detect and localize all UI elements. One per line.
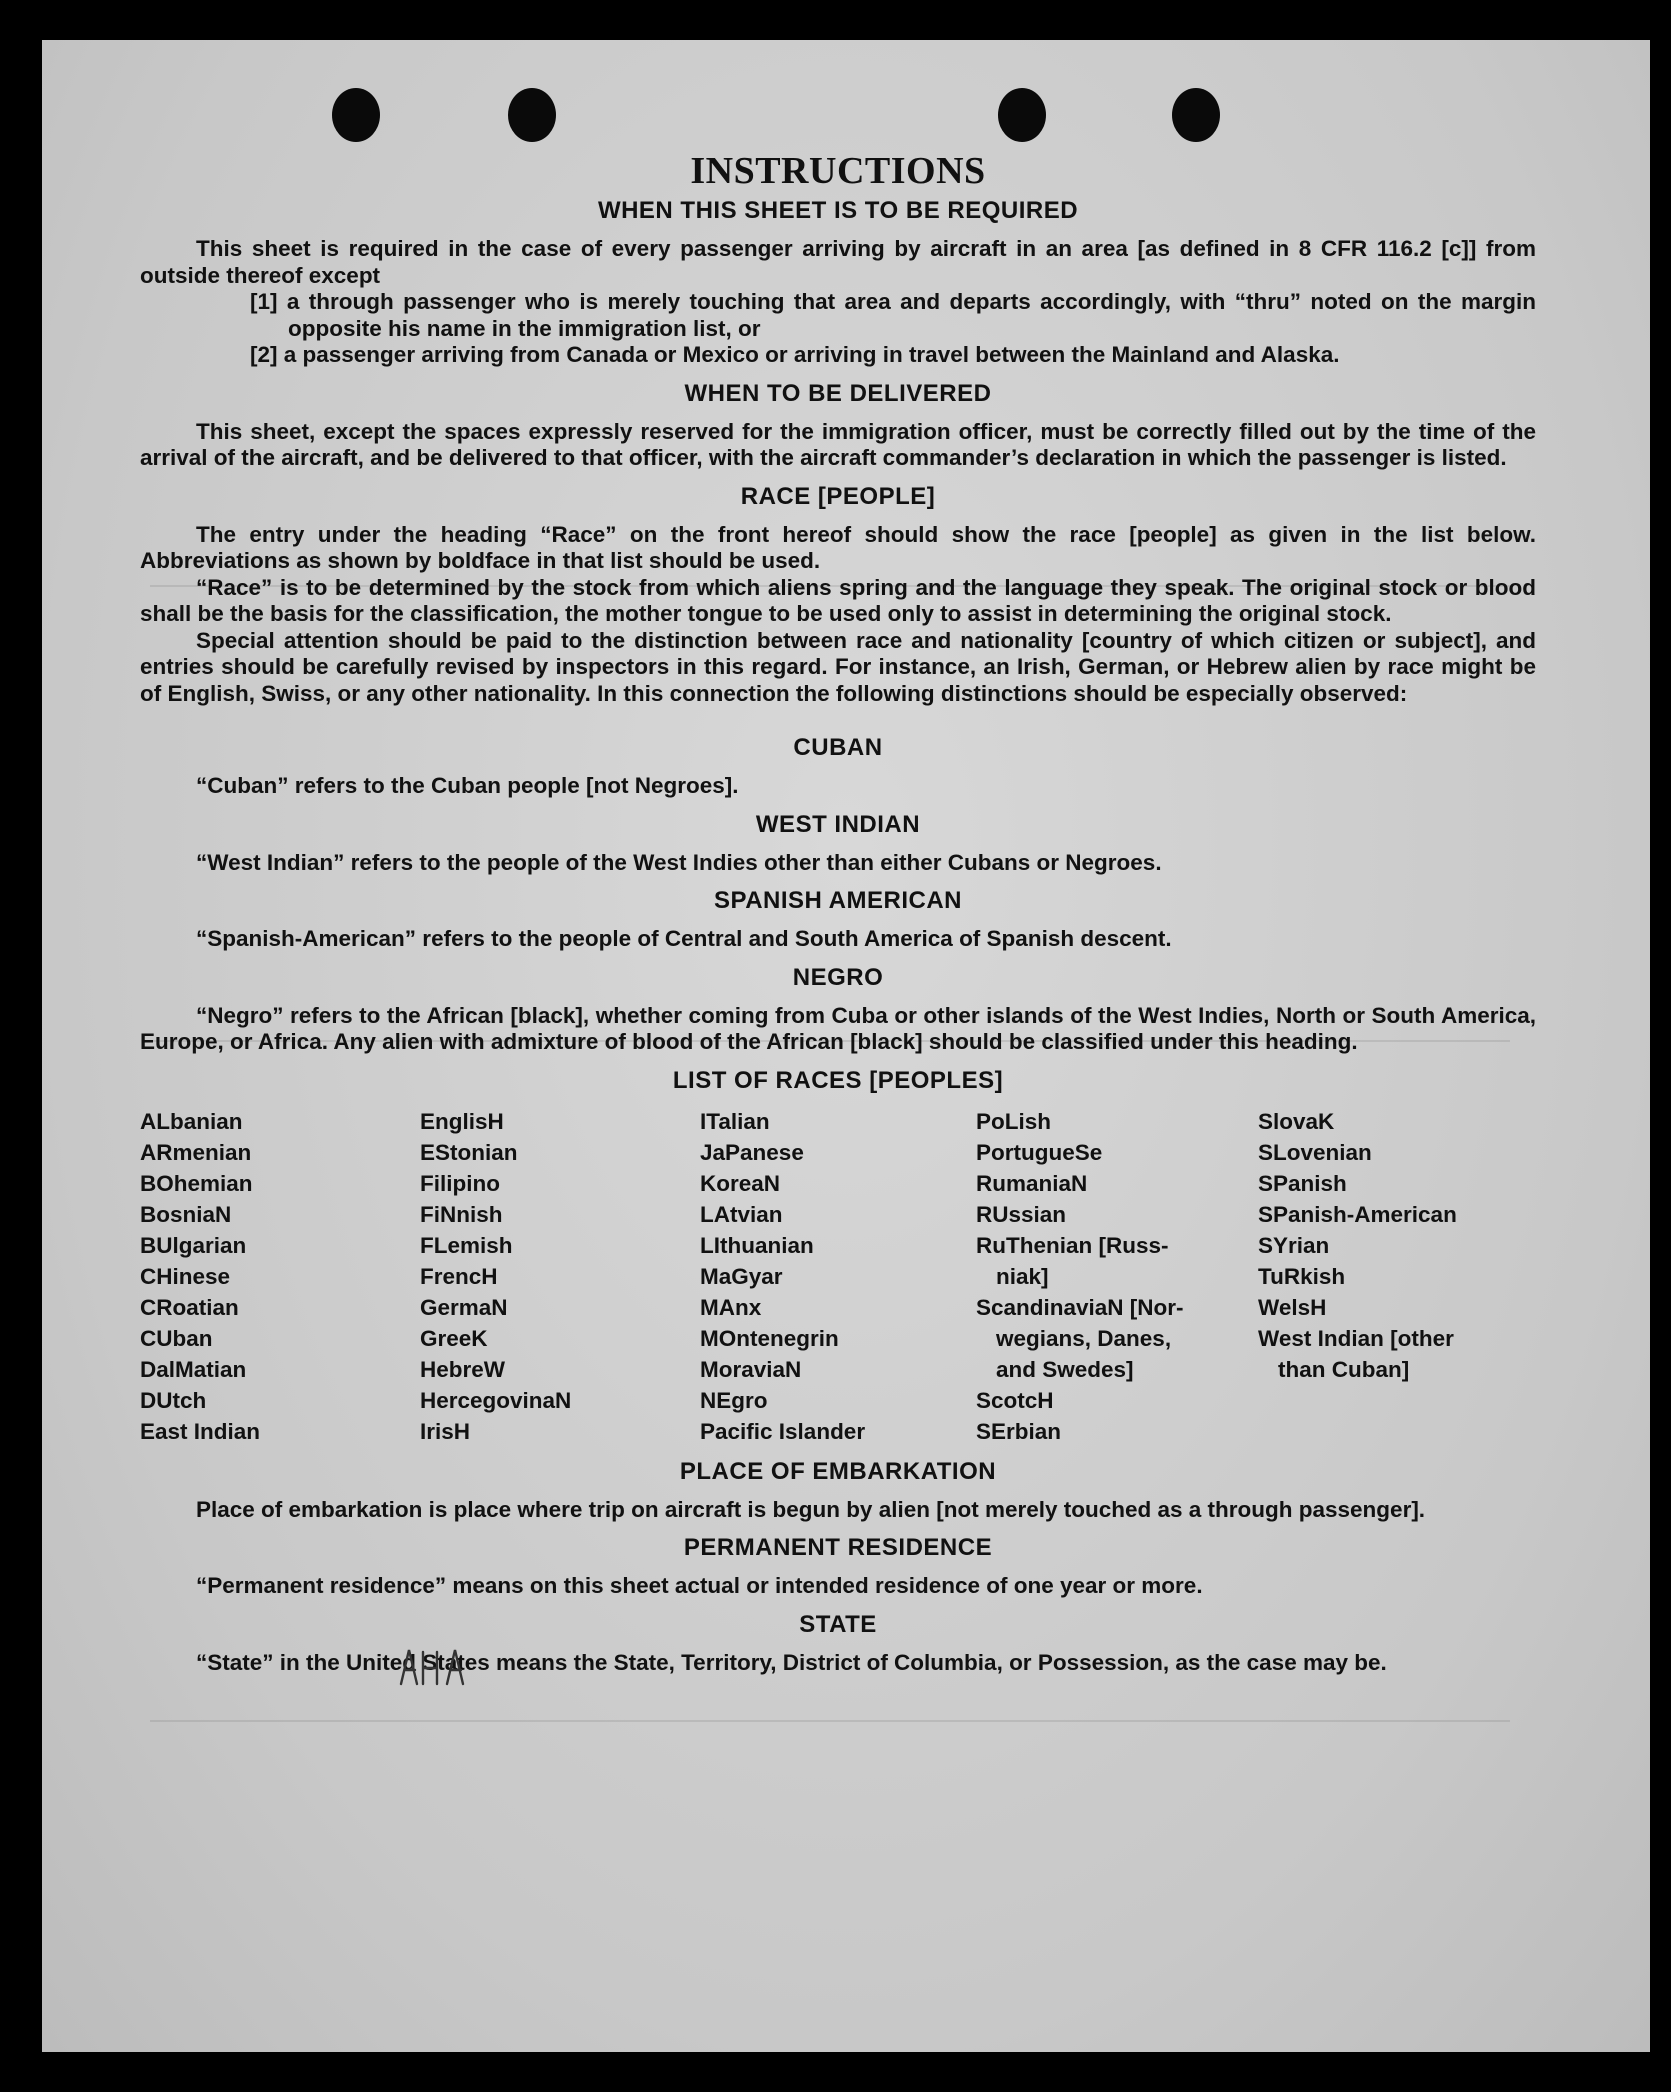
race-item: CRoatian	[140, 1294, 239, 1320]
race-item-continuation: wegians, Danes,	[996, 1325, 1172, 1351]
race-item: PoLish	[976, 1108, 1052, 1134]
race-item: CUban	[140, 1325, 213, 1351]
race-item: SPanish-American	[1258, 1201, 1457, 1227]
race-item: SYrian	[1258, 1232, 1330, 1258]
race-item: East Indian	[140, 1418, 261, 1444]
race-item: WelsH	[1258, 1294, 1327, 1320]
race-item: DalMatian	[140, 1356, 247, 1382]
section-heading-when-delivered: WHEN TO BE DELIVERED	[684, 379, 992, 407]
race-item: GermaN	[420, 1294, 508, 1320]
race-item: CHinese	[140, 1263, 231, 1289]
race-column-5	[1258, 1106, 1536, 1447]
race-item: NEgro	[700, 1387, 768, 1413]
race-item: JaPanese	[700, 1139, 804, 1165]
race-column-4	[976, 1106, 1258, 1447]
race-item: RumaniaN	[976, 1170, 1088, 1196]
race-paragraph-3: Special attention should be paid to the distinction between race and nationality [country of which citizen or subject], and entries should be carefully revised by inspectors in this regard. For instance, an Irish, German, or Hebrew alien by race might be of English, Swiss, or any other nationality. In this connection the following distinctions should be especially observed:	[140, 627, 1536, 706]
race-item: ITalian	[700, 1108, 770, 1134]
race-item: ALbanian	[140, 1108, 243, 1134]
race-item: Pacific Islander	[700, 1418, 866, 1444]
race-item: DUtch	[140, 1387, 207, 1413]
race-item: RUssian	[976, 1201, 1067, 1227]
section-heading-residence: PERMANENT RESIDENCE	[683, 1534, 993, 1561]
race-item-continuation: than Cuban]	[1278, 1356, 1410, 1382]
race-item: SErbian	[976, 1418, 1062, 1444]
race-item: EStonian	[420, 1139, 518, 1165]
section-heading-spanish-american: SPANISH AMERICAN	[713, 887, 962, 914]
race-item: ARmenian	[140, 1139, 252, 1165]
race-column-1	[140, 1106, 420, 1447]
residence-text: “Permanent residence” means on this sheet actual or intended residence of one year or more.	[196, 1573, 1203, 1598]
race-item: IrisH	[420, 1418, 471, 1444]
when-required-item-1: [1] a through passenger who is merely touching that area and departs accordingly, with “thru” noted on the margin opposite his name in the immigration list, or	[250, 289, 1536, 341]
race-item: TuRkish	[1258, 1263, 1346, 1289]
section-heading-state: STATE	[799, 1610, 877, 1638]
when-required-intro: This sheet is required in the case of every passenger arriving by aircraft in an area [as defined in 8 CFR 116.2 [c]] from outside thereof except	[140, 236, 1536, 288]
race-item: MaGyar	[700, 1263, 783, 1289]
race-item: ScandinaviaN [Nor-	[976, 1294, 1184, 1320]
punch-hole	[1172, 88, 1220, 142]
negro-text: “Negro” refers to the African [black], whether coming from Cuba or other islands of the West Indies, North or South America, Europe, or Africa. Any alien with admixture of blood of the African [black] should be classified under this heading.	[140, 1002, 1536, 1054]
race-item-continuation: niak]	[996, 1263, 1049, 1289]
race-paragraph-1: The entry under the heading “Race” on the front hereof should show the race [people] as given in the list below. Abbreviations as shown by boldface in that list should be used.	[140, 521, 1536, 573]
race-item: BUlgarian	[140, 1232, 247, 1258]
punch-hole	[998, 88, 1046, 142]
section-heading-list-of-races: LIST OF RACES [PEOPLES]	[672, 1066, 1004, 1094]
punch-hole	[508, 88, 556, 142]
race-item: RuThenian [Russ-	[976, 1232, 1169, 1258]
race-list	[140, 1106, 1536, 1447]
race-item: MoraviaN	[700, 1356, 802, 1382]
race-item: SlovaK	[1258, 1108, 1335, 1134]
race-item: ScotcH	[976, 1387, 1054, 1413]
race-item: FiNnish	[420, 1201, 503, 1227]
section-heading-cuban: CUBAN	[793, 734, 883, 761]
handwritten-mark	[395, 1640, 495, 1700]
race-item: GreeK	[420, 1325, 488, 1351]
race-item: West Indian [other	[1258, 1325, 1454, 1351]
section-heading-race: RACE [PEOPLE]	[740, 482, 936, 510]
race-item: SLovenian	[1258, 1139, 1372, 1165]
west-indian-text: “West Indian” refers to the people of the West Indies other than either Cubans or Negroes.	[196, 849, 1162, 875]
race-column-2	[420, 1106, 700, 1447]
race-item: BosniaN	[140, 1201, 232, 1227]
race-item: FrencH	[420, 1263, 498, 1289]
race-item: KoreaN	[700, 1170, 781, 1196]
race-paragraph-2: “Race” is to be determined by the stock from which aliens spring and the language they speak. The original stock or blood shall be the basis for the classification, the mother tongue to be used only to assist in determining the original stock.	[140, 574, 1536, 626]
race-item: EnglisH	[420, 1108, 504, 1134]
embarkation-text: Place of embarkation is place where trip on aircraft is begun by alien [not merely touched as a through passenger].	[196, 1496, 1426, 1522]
when-delivered-text: This sheet, except the spaces expressly reserved for the immigration officer, must be correctly filled out by the time of the arrival of the aircraft, and be delivered to that officer, with the aircraft commander’s declaration in which the passenger is listed.	[140, 418, 1536, 470]
section-heading-west-indian: WEST INDIAN	[755, 810, 921, 838]
race-item-continuation: and Swedes]	[996, 1356, 1134, 1382]
race-column-3	[700, 1106, 976, 1447]
state-text: “State” in the United States means the State, Territory, District of Columbia, or Possession, as the case may be.	[196, 1649, 1387, 1675]
race-item: PortugueSe	[976, 1139, 1103, 1165]
race-item: Filipino	[420, 1170, 500, 1196]
race-item: FLemish	[420, 1232, 513, 1258]
race-item: MAnx	[700, 1294, 762, 1320]
race-item: LAtvian	[700, 1201, 783, 1227]
section-heading-embarkation: PLACE OF EMBARKATION	[679, 1457, 997, 1485]
race-item: LIthuanian	[700, 1232, 814, 1258]
section-heading-negro: NEGRO	[792, 963, 884, 991]
page-title: INSTRUCTIONS	[690, 150, 986, 192]
spanish-american-text: “Spanish-American” refers to the people of Central and South America of Spanish descent.	[196, 926, 1172, 951]
race-item: HebreW	[420, 1356, 506, 1382]
race-item: BOhemian	[140, 1170, 253, 1196]
punch-hole	[332, 88, 380, 142]
section-heading-when-required: WHEN THIS SHEET IS TO BE REQUIRED	[597, 197, 1079, 224]
race-item: HercegovinaN	[420, 1387, 572, 1413]
instructions-body	[140, 150, 1536, 1676]
cuban-text: “Cuban” refers to the Cuban people [not Negroes].	[196, 773, 739, 798]
race-item: MOntenegrin	[700, 1325, 839, 1351]
when-required-item-2: [2] a passenger arriving from Canada or Mexico or arriving in travel between the Mainland and Alaska.	[250, 342, 1340, 367]
race-item: SPanish	[1258, 1170, 1347, 1196]
